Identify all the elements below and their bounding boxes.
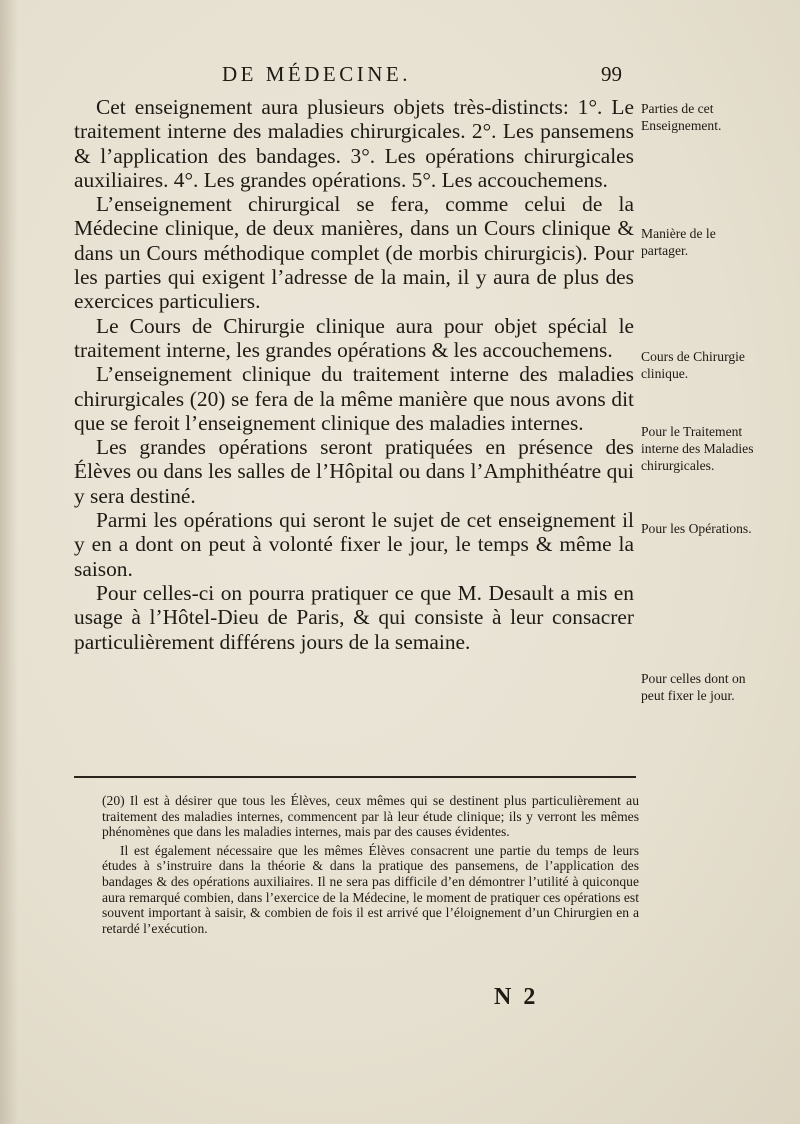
margin-note: Cours de Chirurgie clinique. <box>641 349 745 381</box>
footnote: (20) Il est à désirer que tous les Élèves, ceux mêmes qui se destinent plus particulièrement au traitement des maladies internes, commencent par là leur étude clinique; ils y verront les mêmes phénomènes que dans les maladies internes, mais par des causes évidentes. <box>102 793 639 840</box>
margin-note: Pour celles dont on peut fixer le jour. <box>641 671 746 703</box>
footnote: Il est également nécessaire que les mêmes Élèves consacrent une partie du temps de leurs études à s’instruire dans la théorie & dans la pratique des pansemens, de l’application des bandages & des opérations auxiliaires. Il ne sera pas difficile d’en démontrer l’utilité à quiconque aura remarqué combien, dans l’exercice de la Médecine, le moment de pratiquer ces opérations est souvent important à saisir, & combien de fois il est arrivé que l’éloignement d’un Chirurgien en a retardé l’exécution. <box>102 842 639 936</box>
margin-note: Pour les Opérations. <box>641 521 752 536</box>
paragraph: Les grandes opérations seront pratiquées en présence des Élèves ou dans les salles de l’Hôpital ou dans l’Amphithéatre qui y sera destiné. <box>74 435 634 508</box>
main-text <box>74 95 634 654</box>
paragraph: Cet enseignement aura plusieurs objets très-distincts: 1°. Le traitement interne des maladies chirurgicales. 2°. Les pansemens & l’application des bandages. 3°. Les opérations chirurgicales auxiliaires. 4°. Les grandes opérations. 5°. Les accouchemens. <box>74 95 634 192</box>
page-number: 99 <box>601 62 622 86</box>
margin-note: Parties de cet Enseignement. <box>641 101 722 133</box>
margin-note: Manière de le partager. <box>641 226 716 258</box>
running-header <box>222 62 622 96</box>
paragraph: L’enseignement chirurgical se fera, comme celui de la Médecine clinique, de deux manières, dans un Cours clinique & dans un Cours méthodique complet (de morbis chirurgicis). Pour les parties qui exigent l’adresse de la main, il y aura de plus des exercices particuliers. <box>74 192 634 314</box>
paragraph: Le Cours de Chirurgie clinique aura pour objet spécial le traitement interne, les grandes opérations & les accouchemens. <box>74 313 634 362</box>
running-title: DE MÉDECINE. <box>222 62 411 86</box>
paragraph: Parmi les opérations qui seront le sujet de cet enseignement il y en a dont on peut à volonté fixer le jour, le temps & même la saison. <box>74 508 634 581</box>
paragraph: Pour celles-ci on pourra pratiquer ce que M. Desault a mis en usage à l’Hôtel-Dieu de Paris, & qui consiste à leur consacrer particulièrement différens jours de la semaine. <box>74 580 634 654</box>
paragraph: L’enseignement clinique du traitement interne des maladies chirurgicales (20) se fera de la même manière que nous avons dit que se feroit l’enseignement clinique des maladies internes. <box>74 362 634 435</box>
margin-note: Pour le Traitement interne des Maladies chirurgicales. <box>641 424 754 473</box>
footnote-divider <box>74 776 636 778</box>
page-edge-shadow <box>0 0 18 1124</box>
footnotes <box>102 793 639 939</box>
signature-mark: N 2 <box>494 984 539 1010</box>
